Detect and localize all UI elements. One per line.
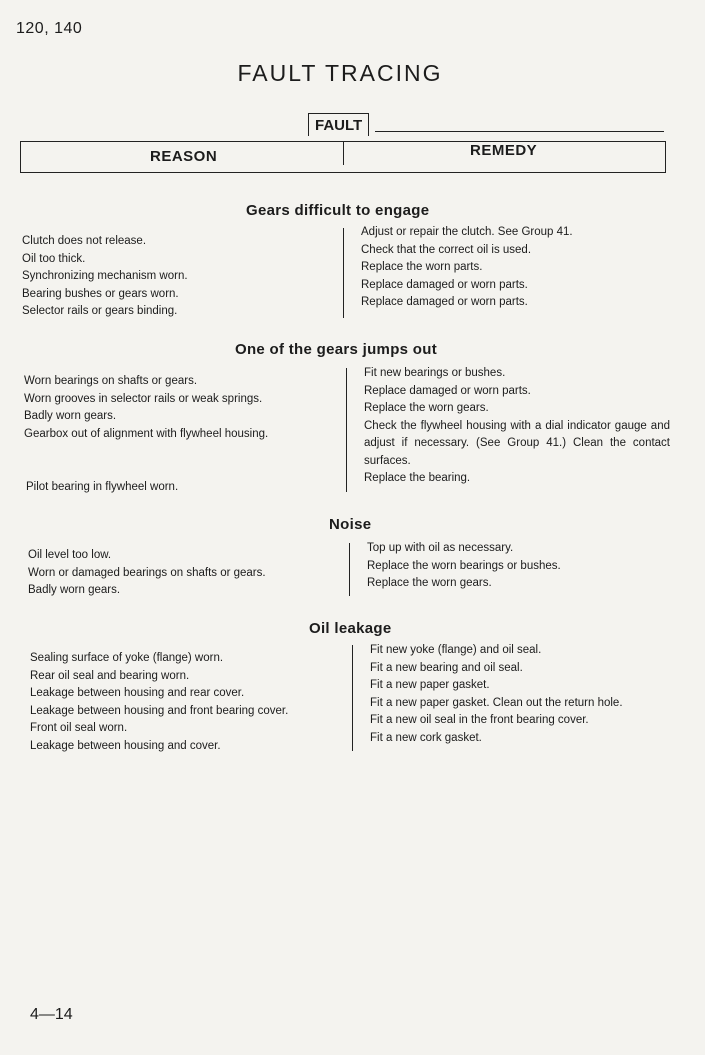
reason-item: Worn grooves in selector rails or weak springs. — [24, 392, 263, 405]
reason-heading: REASON — [150, 148, 218, 165]
remedy-item: Replace damaged or worn parts. — [361, 296, 528, 308]
reason-item: Leakage between housing and front bearing cover. — [30, 704, 289, 717]
remedy-item: Replace the worn parts. — [361, 261, 483, 273]
section-title-gears-difficult: Gears difficult to engage — [246, 202, 430, 219]
reason-item: Worn or damaged bearings on shafts or gears. — [28, 566, 266, 579]
reason-item: Pilot bearing in flywheel worn. — [26, 481, 179, 493]
reason-item: Leakage between housing and cover. — [30, 739, 221, 752]
reason-list — [30, 650, 288, 755]
remedy-heading: REMEDY — [470, 142, 538, 159]
remedy-item: Fit new bearings or bushes. — [364, 367, 506, 379]
remedy-list — [370, 642, 623, 747]
reason-item: Clutch does not release. — [22, 235, 147, 247]
page-number: 4—14 — [30, 1006, 73, 1023]
reason-item: Oil level too low. — [28, 549, 112, 561]
fault-rule — [375, 131, 664, 132]
remedy-item: Check that the correct oil is used. — [361, 243, 532, 256]
reason-item: Rear oil seal and bearing worn. — [30, 669, 190, 682]
column-divider — [343, 228, 344, 318]
remedy-item: Fit a new paper gasket. Clean out the return hole. — [370, 696, 623, 709]
remedy-item: Replace the worn gears. — [367, 577, 492, 589]
reason-item: Badly worn gears. — [28, 584, 121, 596]
reason-item: Leakage between housing and rear cover. — [30, 687, 245, 699]
remedy-item: Replace the bearing. — [364, 472, 471, 484]
column-divider — [349, 543, 350, 596]
remedy-item: Replace the worn bearings or bushes. — [367, 559, 561, 572]
section-title-gears-jump-out: One of the gears jumps out — [235, 341, 437, 358]
header-divider — [343, 141, 344, 165]
reason-item: Selector rails or gears binding. — [22, 305, 178, 317]
reason-item: Gearbox out of alignment with flywheel housing. — [24, 427, 269, 440]
remedy-item: Replace the worn gears. — [364, 402, 489, 414]
section-title-oil-leakage: Oil leakage — [309, 620, 392, 637]
remedy-list — [364, 365, 670, 488]
reason-item: Oil too thick. — [22, 252, 86, 265]
remedy-item: Fit a new oil seal in the front bearing cover. — [370, 714, 589, 726]
remedy-item: Replace damaged or worn parts. — [364, 384, 531, 397]
reason-list — [28, 547, 266, 600]
remedy-item: Fit a new cork gasket. — [370, 731, 482, 744]
reason-list — [22, 233, 188, 321]
remedy-item: Fit a new paper gasket. — [370, 679, 490, 691]
remedy-list — [361, 224, 573, 312]
remedy-item: Top up with oil as necessary. — [367, 542, 514, 554]
reason-item: Bearing bushes or gears worn. — [22, 287, 179, 300]
reason-item: Front oil seal worn. — [30, 722, 128, 734]
remedy-item: Adjust or repair the clutch. See Group 41. — [361, 226, 573, 238]
reason-item: Synchronizing mechanism worn. — [22, 270, 188, 282]
model-number: 120, 140 — [16, 20, 83, 37]
remedy-item: Check the flywheel housing with a dial indicator gauge and adjust if necessary. (See Group 41.) Clean the contact surfaces. — [364, 419, 670, 467]
reason-item: Badly worn gears. — [24, 410, 117, 422]
reason-item: Worn bearings on shafts or gears. — [24, 375, 198, 387]
reason-item: Sealing surface of yoke (flange) worn. — [30, 652, 224, 664]
remedy-list — [367, 540, 561, 593]
page-title: FAULT TRACING — [237, 60, 443, 86]
remedy-item: Replace damaged or worn parts. — [361, 278, 528, 291]
column-divider — [352, 645, 353, 751]
reason-list — [24, 373, 268, 443]
column-divider — [346, 368, 347, 492]
remedy-item: Fit new yoke (flange) and oil seal. — [370, 644, 542, 656]
section-title-noise: Noise — [329, 516, 372, 533]
fault-heading: FAULT — [308, 113, 369, 136]
remedy-item: Fit a new bearing and oil seal. — [370, 661, 523, 674]
